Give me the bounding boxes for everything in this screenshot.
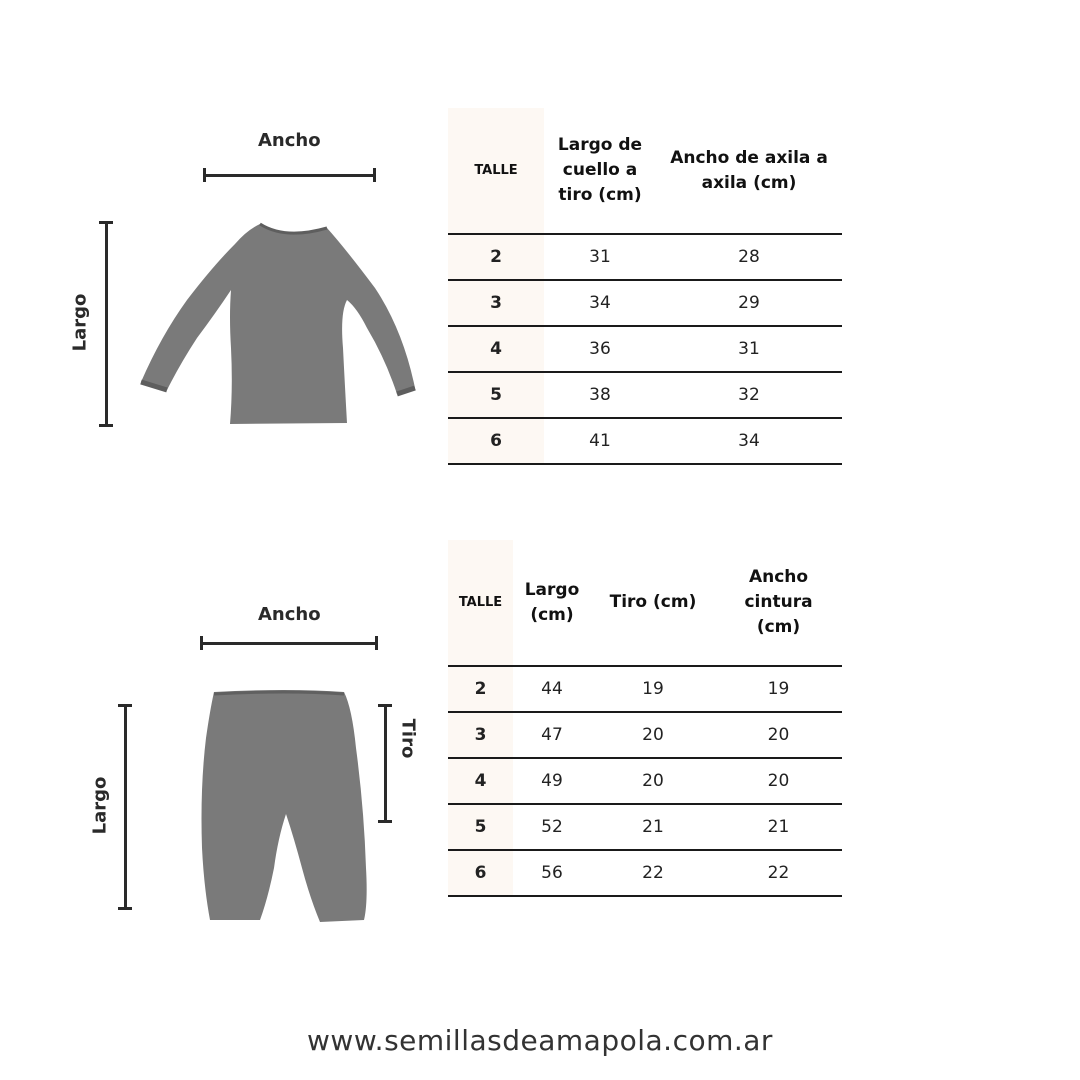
pants-width-line — [201, 642, 378, 645]
shirt-length-line — [105, 222, 108, 427]
pants-table-row — [448, 850, 842, 896]
pants-value-cell: 19 — [715, 666, 842, 712]
pants-rise-tick-top — [378, 704, 392, 707]
pants-table-header-row — [448, 540, 842, 666]
shirt-table-row — [448, 280, 842, 326]
shirt-width-tick-right — [373, 168, 376, 182]
pants-header-length: Largo (cm) — [513, 540, 591, 666]
shirt-header-length: Largo de cuello a tiro (cm) — [544, 108, 656, 234]
pants-rise-label: Tiro — [397, 718, 419, 759]
pants-length-line — [124, 705, 127, 910]
pants-table-row — [448, 758, 842, 804]
shirt-width-tick-left — [203, 168, 206, 182]
shirt-size-cell: 3 — [448, 280, 544, 326]
shirt-size-cell: 5 — [448, 372, 544, 418]
shirt-length-label: Largo — [69, 293, 91, 352]
shirt-width-label: Ancho — [258, 130, 321, 151]
pants-value-cell: 49 — [513, 758, 591, 804]
pants-value-cell: 21 — [715, 804, 842, 850]
sweater-illustration — [135, 218, 425, 430]
pants-length-tick-top — [118, 704, 132, 707]
shirt-size-cell: 2 — [448, 234, 544, 280]
pants-width-tick-right — [375, 636, 378, 650]
shirt-size-cell: 6 — [448, 418, 544, 464]
shirt-length-tick-top — [99, 221, 113, 224]
pants-table-row — [448, 804, 842, 850]
shirt-width-line — [204, 174, 376, 177]
pants-table-row — [448, 712, 842, 758]
pants-header-rise: Tiro (cm) — [591, 540, 715, 666]
pants-value-cell: 20 — [715, 758, 842, 804]
shirt-value-cell: 34 — [544, 280, 656, 326]
pants-width-tick-left — [200, 636, 203, 650]
pants-value-cell: 22 — [715, 850, 842, 896]
pants-size-cell: 6 — [448, 850, 513, 896]
pants-value-cell: 44 — [513, 666, 591, 712]
pants-value-cell: 47 — [513, 712, 591, 758]
shirt-table-row — [448, 372, 842, 418]
shirt-header-width: Ancho de axila a axila (cm) — [656, 108, 842, 234]
shirt-table-row — [448, 418, 842, 464]
shirt-value-cell: 31 — [544, 234, 656, 280]
pants-value-cell: 20 — [591, 758, 715, 804]
pants-illustration — [198, 688, 374, 924]
pants-length-tick-bottom — [118, 907, 132, 910]
shirt-value-cell: 29 — [656, 280, 842, 326]
shirt-value-cell: 34 — [656, 418, 842, 464]
pants-size-cell: 5 — [448, 804, 513, 850]
shirt-header-talle: TALLE — [448, 108, 544, 234]
pants-value-cell: 21 — [591, 804, 715, 850]
pants-size-table — [448, 540, 842, 897]
pants-header-talle: TALLE — [448, 540, 513, 666]
pants-size-cell: 3 — [448, 712, 513, 758]
pants-size-cell: 2 — [448, 666, 513, 712]
shirt-value-cell: 31 — [656, 326, 842, 372]
website-url[interactable]: www.semillasdeamapola.com.ar — [307, 1024, 773, 1057]
pants-value-cell: 20 — [715, 712, 842, 758]
pants-value-cell: 56 — [513, 850, 591, 896]
shirt-table-body — [448, 234, 842, 464]
pants-table-row — [448, 666, 842, 712]
pants-length-label: Largo — [89, 776, 111, 835]
pants-size-cell: 4 — [448, 758, 513, 804]
pants-rise-tick-bottom — [378, 820, 392, 823]
shirt-table-row — [448, 326, 842, 372]
pants-rise-line — [384, 705, 387, 823]
pants-value-cell: 19 — [591, 666, 715, 712]
shirt-value-cell: 28 — [656, 234, 842, 280]
pants-width-label: Ancho — [258, 604, 321, 625]
shirt-size-table — [448, 108, 842, 465]
shirt-length-tick-bottom — [99, 424, 113, 427]
pants-header-waist: Ancho cintura (cm) — [715, 540, 842, 666]
pants-value-cell: 52 — [513, 804, 591, 850]
shirt-table-row — [448, 234, 842, 280]
shirt-value-cell: 36 — [544, 326, 656, 372]
shirt-value-cell: 38 — [544, 372, 656, 418]
shirt-value-cell: 41 — [544, 418, 656, 464]
shirt-table-header-row — [448, 108, 842, 234]
pants-value-cell: 22 — [591, 850, 715, 896]
pants-table-body — [448, 666, 842, 896]
pants-value-cell: 20 — [591, 712, 715, 758]
shirt-size-cell: 4 — [448, 326, 544, 372]
shirt-value-cell: 32 — [656, 372, 842, 418]
